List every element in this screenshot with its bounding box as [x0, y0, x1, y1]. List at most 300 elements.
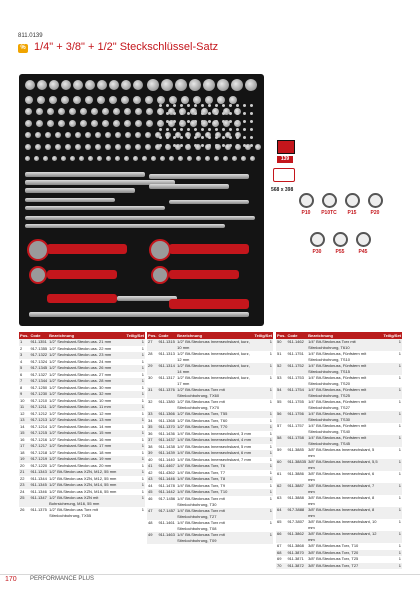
row-quantity: 1	[383, 507, 402, 519]
bit-icon	[173, 128, 176, 131]
row-description: 1/2" Sechskant-Steckn.uss. 30 mm	[49, 384, 112, 390]
row-description: 1/2" Bit-Stecknuss Innensechskant, kurz, 12 mm	[177, 351, 250, 362]
bit-icon	[201, 136, 204, 139]
socket-icon	[49, 80, 59, 90]
row-quantity: 1	[126, 404, 145, 411]
socket-icon	[255, 144, 261, 150]
profile-label: P30	[312, 249, 322, 255]
row-quantity: 1	[126, 482, 145, 489]
row-pos: 63	[277, 495, 282, 500]
row-quantity: 1	[383, 435, 402, 447]
socket-icon	[102, 120, 109, 127]
bit-icon	[166, 128, 169, 131]
row-quantity: 1	[398, 351, 401, 356]
ratchet-handle-icon	[47, 270, 117, 279]
row-pos: 65	[277, 519, 282, 524]
row-pos: 3	[19, 352, 29, 359]
bit-icon	[229, 144, 232, 147]
row-quantity: 1	[141, 345, 144, 351]
socket-icon	[47, 108, 54, 115]
row-pos: 47	[147, 508, 157, 520]
socket-icon	[189, 79, 201, 91]
bit-icon	[166, 136, 169, 139]
row-description: 1/2" Bit-Stecknuss Torx, T60	[177, 417, 228, 423]
bit-icon	[229, 136, 232, 139]
bit-icon	[173, 120, 176, 123]
row-description: 1/2" Sechskant-Steckn.uss. 23 mm	[48, 352, 125, 359]
row-quantity: 1	[269, 519, 272, 525]
row-code: 911.1368	[158, 417, 175, 423]
row-quantity: 1	[398, 399, 401, 404]
socket-icon	[124, 108, 131, 115]
row-description: 1/4" Bit-Stecknuss Innensechskant, 3 mm	[177, 430, 252, 436]
row-quantity: 1	[383, 363, 402, 375]
bit-icon	[173, 144, 176, 147]
row-code: 911.1370	[158, 424, 175, 429]
row-description: 1/4" Bit-Stecknuss Torx mit Stirnlochbohrung, T09	[176, 532, 253, 544]
table-row	[276, 483, 402, 495]
row-description: 1/2" Sechskant-Steckn.uss. 20 mm	[49, 462, 112, 468]
table-row	[276, 459, 402, 471]
socket-icon	[88, 156, 93, 161]
row-quantity: 1	[126, 352, 145, 359]
socket-icon	[25, 96, 33, 104]
row-code: 917.1230	[30, 391, 48, 396]
row-quantity: 1	[126, 443, 145, 450]
socket-icon	[109, 96, 117, 104]
row-description: 1/2" Sechskant-Steckn.uss. 14 mm	[49, 423, 112, 429]
row-quantity: 1	[254, 437, 273, 444]
bit-icon	[236, 144, 239, 147]
profile-icon	[345, 193, 360, 208]
table-row	[147, 387, 273, 399]
row-pos: 8	[20, 384, 23, 390]
socket-icon	[95, 144, 101, 150]
bit-icon	[166, 112, 169, 115]
row-quantity: 1	[269, 351, 272, 356]
bit-icon	[187, 128, 190, 131]
socket-icon	[169, 156, 174, 161]
row-code: 911.1366	[158, 411, 175, 416]
bit-icon	[243, 144, 246, 147]
row-quantity: 1	[254, 363, 273, 375]
row-description: 1/2" Bit-Stecknuss Innensechskant, kurz, 17 mm	[177, 375, 250, 386]
row-quantity: 1	[141, 423, 144, 429]
row-code: 911.3885	[287, 447, 304, 452]
socket-icon	[97, 96, 105, 104]
socket-icon	[124, 120, 131, 127]
socket-icon	[115, 132, 121, 138]
row-pos: 27	[147, 339, 157, 351]
bit-icon	[243, 112, 246, 115]
row-quantity: 1	[383, 563, 402, 570]
bit-icon	[243, 104, 246, 107]
row-pos: 14	[20, 423, 25, 429]
row-code: 917.1327	[30, 371, 48, 377]
socket-icon	[196, 156, 201, 161]
row-description: 1/4" Bit-Stecknuss Innensechskant, 5 mm	[177, 443, 252, 449]
profile-icon	[299, 193, 314, 208]
socket-icon	[36, 120, 43, 127]
bit-icon	[250, 104, 253, 107]
row-code: 911.1439	[158, 450, 175, 455]
bit-icon	[180, 104, 183, 107]
page-title: 1/4" + 3/8" + 1/2" Steckschlüssel-Satz	[34, 41, 219, 53]
row-pos: 56	[276, 411, 286, 423]
row-pos: 48	[148, 519, 153, 525]
bit-icon	[194, 112, 197, 115]
extension-bar-icon	[25, 224, 225, 228]
row-code: 911.1380	[158, 399, 175, 404]
row-pos: 33	[147, 411, 157, 418]
bit-icon	[180, 144, 183, 147]
socket-icon	[187, 156, 192, 161]
row-pos: 9	[19, 391, 29, 398]
socket-icon	[95, 132, 101, 138]
row-code: 911.1751	[287, 351, 304, 356]
header-quantity: Teilig/Set	[383, 333, 401, 338]
row-code: 911.3862	[286, 531, 307, 543]
row-pos: 51	[277, 351, 282, 356]
bit-icon	[243, 128, 246, 131]
bit-icon	[236, 136, 239, 139]
socket-icon	[105, 132, 111, 138]
row-quantity: 1	[269, 375, 272, 380]
row-description: 1/4" Bit-Stecknuss Torx mit Stirnlochbohrung, T27	[176, 508, 253, 520]
row-description: 1/2" Sechskant-Steckn.uss. 15 mm	[48, 430, 125, 437]
tray-dimensions: 568 x 398	[271, 187, 294, 193]
row-quantity: 1	[254, 387, 273, 399]
header-pos: Pos.	[148, 333, 157, 338]
socket-icon	[65, 132, 71, 138]
socket-icon	[58, 120, 65, 127]
bit-icon	[180, 136, 183, 139]
row-code: 911.3870	[286, 550, 307, 557]
socket-icon	[113, 108, 120, 115]
bit-icon	[250, 112, 253, 115]
socket-icon	[217, 79, 229, 91]
row-quantity: 1	[141, 436, 144, 442]
table-row	[276, 423, 402, 435]
row-quantity: 1	[141, 410, 144, 416]
socket-icon	[85, 144, 91, 150]
row-code: 911.1754	[286, 387, 307, 399]
ratchet-head-icon	[149, 239, 171, 261]
socket-icon	[223, 156, 228, 161]
row-code: 911.3871	[287, 556, 304, 561]
row-description: 1/4" Bit-Stecknuss, Fünfstern mit Stirnlochbohrung, TS10	[308, 351, 367, 362]
row-pos: 70	[276, 563, 286, 570]
profile-icon	[356, 232, 371, 247]
row-pos: 18	[20, 449, 25, 455]
row-description: 3/8" Bit-Stecknuss Innensechskant, 8 mm	[307, 507, 382, 519]
row-pos: 40	[148, 456, 153, 462]
row-code: 911.3868	[287, 543, 304, 548]
bit-icon	[229, 112, 232, 115]
row-code: 917.1212	[30, 410, 48, 416]
socket-icon	[121, 80, 131, 90]
row-description: 1/2" Sechskant-Steckn.uss. 11 mm	[48, 404, 125, 411]
socket-icon	[37, 96, 45, 104]
row-description: 1/4" Bit-Stecknuss Torx, T10	[176, 489, 253, 496]
row-code: 911.1315	[157, 339, 176, 351]
row-description: 3/8" Bit-Stecknuss Innensechskant, 7 mm	[307, 483, 382, 495]
row-description: 1/4" Bit-Stecknuss, Fünfstern mit Stirnlochbohrung, TS45	[307, 435, 382, 447]
bit-icon	[215, 136, 218, 139]
parts-table-1	[19, 332, 145, 519]
tbar-handle-icon	[169, 299, 249, 309]
socket-icon	[133, 96, 141, 104]
row-pos: 11	[19, 404, 29, 411]
row-pos: 69	[277, 556, 282, 561]
table-row	[147, 532, 273, 544]
socket-icon	[124, 156, 129, 161]
drawer-icon	[273, 168, 295, 182]
row-description: 1/2" Bit-Stecknuss Torx, T70	[176, 424, 253, 431]
extension-bar-icon	[25, 206, 165, 210]
row-code: 917.1210	[30, 397, 48, 403]
row-code: 917.3807	[287, 519, 305, 524]
row-code: 911.1437	[158, 437, 175, 442]
row-quantity: 1	[141, 475, 144, 481]
socket-icon	[97, 80, 107, 90]
socket-icon	[79, 156, 84, 161]
socket-icon	[147, 79, 159, 91]
brand-logo-icon	[277, 140, 295, 154]
row-description: 1/4" Bit-Stecknuss Torx, T8	[176, 476, 253, 483]
row-code: 911.1351	[30, 339, 47, 344]
row-code: 911.3886	[287, 471, 304, 476]
socket-icon	[151, 156, 156, 161]
row-description: 1/4" Bit-Stecknuss Torx mit Stirnlochbohrung, T610	[307, 339, 382, 351]
socket-icon	[65, 144, 71, 150]
table-row	[276, 339, 402, 351]
bit-icon	[236, 128, 239, 131]
bit-icon	[194, 136, 197, 139]
socket-icon	[45, 132, 51, 138]
bit-icon	[187, 104, 190, 107]
bit-icon	[236, 104, 239, 107]
bit-icon	[201, 128, 204, 131]
row-pos: 7	[19, 378, 29, 385]
parts-table-3	[276, 332, 402, 569]
row-code: 911.1752	[286, 363, 307, 375]
socket-icon	[121, 96, 129, 104]
profile-p20	[365, 193, 385, 216]
row-code: 911.1756	[286, 411, 307, 423]
table-row	[276, 519, 402, 531]
socket-icon	[25, 144, 31, 150]
bit-icon	[159, 120, 162, 123]
table-row	[276, 351, 402, 363]
row-quantity: 1	[254, 450, 273, 457]
bit-icon	[222, 120, 225, 123]
row-code: 911.1317	[158, 375, 175, 380]
table-row	[276, 375, 402, 387]
row-quantity: 1	[383, 387, 402, 399]
bit-icon	[201, 112, 204, 115]
bit-icon	[229, 120, 232, 123]
socket-icon	[135, 144, 141, 150]
extension-bar-icon	[25, 216, 255, 220]
row-description: 1/4" Bit-Stecknuss, Fünfstern mit Stirnlochbohrung, TS30	[307, 411, 382, 423]
profile-label: P10	[301, 210, 311, 216]
row-description: 3/8" Bit-Stecknuss Torx, T25	[308, 556, 359, 561]
row-description: 3/8" Bit-Stecknuss Innensechskant, 12 mm	[307, 531, 382, 543]
bit-icon	[201, 120, 204, 123]
row-quantity: 1	[254, 476, 273, 483]
bit-icon	[208, 144, 211, 147]
socket-icon	[145, 96, 153, 104]
ratchet-head-icon	[27, 239, 49, 261]
bit-icon	[201, 144, 204, 147]
bit-icon	[180, 128, 183, 131]
row-description: 1/4" Bit-Stecknuss, Fünfstern mit Stirnlochbohrung, TS40	[308, 423, 367, 434]
table-row	[147, 339, 273, 351]
row-quantity: 1	[398, 423, 401, 428]
socket-icon	[205, 156, 210, 161]
socket-icon	[250, 156, 255, 161]
profile-icon	[368, 193, 383, 208]
row-description: 3/8" Bit-Stecknuss Torx, T10	[308, 543, 359, 548]
row-pos: 42	[148, 469, 153, 475]
row-description: 3/8" Bit-Stecknuss Torx, T27	[307, 563, 382, 570]
socket-icon	[232, 156, 237, 161]
row-description: 1/4" Bit-Stecknuss, Fünfstern mit Stirnlochbohrung, TS20	[308, 375, 367, 386]
socket-icon	[193, 96, 201, 104]
row-description: 1/2" Bit-Steckn.uss XZN, M16, 55 mm	[49, 488, 117, 494]
row-quantity: 1	[398, 471, 401, 476]
socket-icon	[25, 108, 32, 115]
bit-icon	[173, 104, 176, 107]
bit-icon	[236, 120, 239, 123]
row-pos: 20	[20, 462, 25, 468]
bit-icon	[159, 128, 162, 131]
table-row	[147, 363, 273, 375]
socket-icon	[115, 144, 121, 150]
socket-icon	[175, 79, 187, 91]
row-code: 911.1442	[158, 489, 175, 494]
extension-bar-icon	[25, 198, 115, 202]
socket-icon	[157, 96, 165, 104]
row-pos: 44	[148, 482, 153, 488]
article-code: 811.0139	[18, 33, 43, 39]
row-description: 1/2" Bit-Steckn.uss XZN mit Bohrsicherung, M16, 55 mm	[48, 495, 125, 507]
socket-icon	[241, 156, 246, 161]
row-pos: 41	[147, 463, 157, 470]
row-pos: 38	[148, 443, 153, 449]
row-quantity: 1	[126, 495, 145, 507]
socket-icon	[91, 120, 98, 127]
table-row	[147, 496, 273, 508]
profile-label: P55	[335, 249, 345, 255]
parts-table-2	[147, 332, 273, 544]
socket-icon	[178, 156, 183, 161]
table-row	[276, 411, 402, 423]
socket-icon	[245, 79, 257, 91]
row-pos: 57	[277, 423, 282, 428]
table-row	[276, 447, 402, 459]
row-description: 1/2" Sechskant-Steckn.uss. 32 mm	[48, 391, 125, 398]
bit-icon	[194, 128, 197, 131]
row-description: 1/2" Sechskant-Steckn.uss. 28 mm	[48, 378, 125, 385]
row-description: 1/2" Bit-Steckn.uss XZN, M12, 55 mm	[49, 475, 117, 481]
socket-icon	[58, 108, 65, 115]
socket-icon	[61, 80, 71, 90]
bit-icon	[222, 136, 225, 139]
row-pos: 39	[147, 450, 157, 457]
row-quantity: 1	[398, 495, 401, 500]
socket-icon	[25, 80, 35, 90]
bit-icon	[215, 128, 218, 131]
row-description: 1/2" Bit-Stecknuss Torx mit Stirnlochbohrung, TX60	[176, 387, 253, 399]
profile-icon	[310, 232, 325, 247]
table-row	[147, 520, 273, 532]
bit-icon	[180, 112, 183, 115]
row-code: 911.1461	[158, 519, 175, 525]
footer-label: PERFORMANCE PLUS	[30, 576, 95, 582]
row-description: 1/4" Bit-Stecknuss Torx mit Stirnlochbohrung, T08	[177, 519, 225, 531]
row-quantity: 1	[269, 430, 272, 436]
row-description: 3/8" Bit-Stecknuss Innensechskant, 5,5 mm	[307, 459, 382, 471]
row-quantity: 1	[141, 507, 144, 512]
row-pos: 4	[20, 358, 23, 364]
bit-icon	[159, 144, 162, 147]
row-description: 1/2" Sechskant-Steckn.uss. 16 mm	[49, 436, 112, 442]
row-quantity: 1	[383, 339, 402, 351]
ratchet-handle-icon	[169, 244, 249, 254]
row-code: 911.1375	[30, 507, 47, 512]
socket-icon	[49, 96, 57, 104]
row-code: 917.1216	[30, 436, 48, 442]
socket-icon	[35, 132, 41, 138]
socket-icon	[80, 120, 87, 127]
socket-icon	[73, 96, 81, 104]
header-quantity: Teilig/Set	[254, 333, 272, 338]
socket-icon	[113, 120, 120, 127]
bit-icon	[166, 120, 169, 123]
table-row	[276, 531, 402, 543]
row-pos: 67	[277, 543, 282, 548]
row-pos: 25	[19, 495, 29, 507]
row-code: 911.3887	[286, 483, 307, 495]
row-code: 911.1346	[30, 488, 47, 494]
row-quantity: 1	[126, 339, 145, 346]
row-code: 911.1758	[286, 435, 307, 447]
extension-bar-icon	[149, 174, 249, 179]
socket-icon	[102, 108, 109, 115]
table-row	[147, 508, 273, 520]
header-code: Code	[29, 332, 48, 339]
row-quantity: 1	[126, 417, 145, 424]
bit-icon	[208, 104, 211, 107]
row-description: 1/2" Bit-Steckn.uss XZN, M14, 55 mm	[48, 482, 125, 489]
discount-badge: %	[18, 44, 28, 53]
row-pos: 37	[147, 437, 157, 444]
profile-label: P45	[358, 249, 368, 255]
socket-icon	[231, 79, 243, 91]
socket-icon	[75, 144, 81, 150]
row-description: 1/4" Bit-Stecknuss, Fünfstern mit Stirnlochbohrung, TS27	[308, 399, 367, 410]
socket-icon	[125, 132, 131, 138]
row-pos: 64	[276, 507, 286, 519]
socket-icon	[181, 96, 189, 104]
row-description: 1/2" Bit-Stecknuss Torx, T55	[176, 411, 253, 418]
bit-icon	[243, 136, 246, 139]
row-quantity: 1	[254, 532, 273, 544]
piece-count: 139	[277, 156, 293, 163]
socket-icon	[142, 156, 147, 161]
